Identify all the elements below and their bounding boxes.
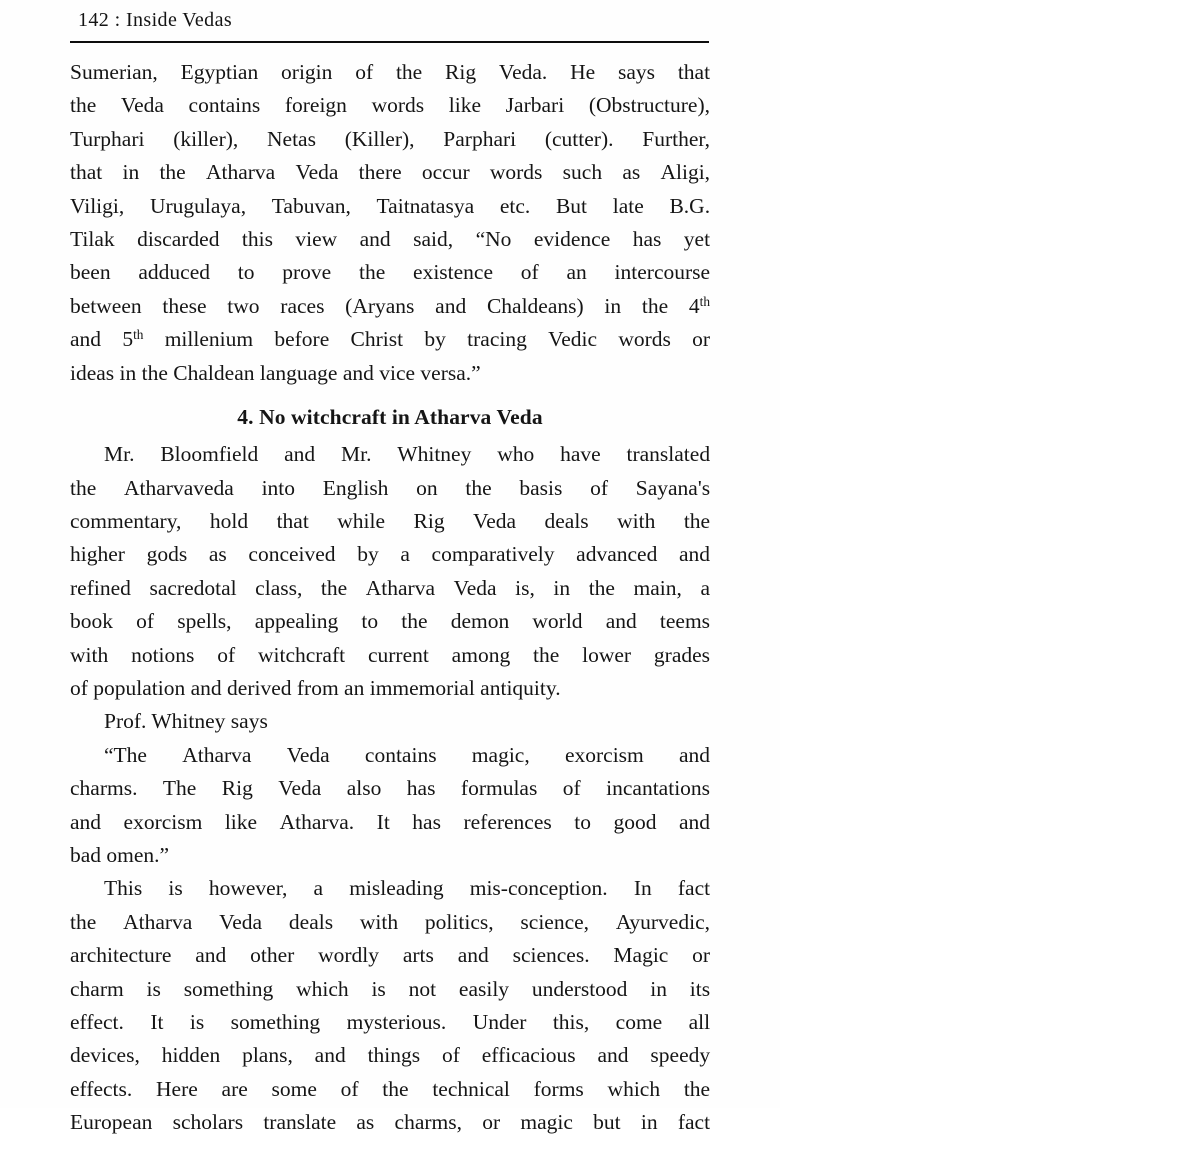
text-line: the Veda contains foreign words like Jarbari (Obstructure), (70, 93, 711, 118)
ordinal-suffix: th (133, 327, 144, 343)
text-line: with notions of witchcraft current among the lower grades (70, 642, 711, 667)
paragraph-2 (70, 438, 710, 705)
text-line: commentary, hold that while Rig Veda deals with the (70, 509, 711, 534)
text-line: Mr. Bloomfield and Mr. Whitney who have translated (104, 442, 711, 467)
text-line: ideas in the Chaldean language and vice versa.” (70, 360, 481, 385)
text-line: charms. The Rig Veda also has formulas of incantations (70, 776, 711, 801)
text-line: and exorcism like Atharva. It has references to good and (70, 809, 710, 834)
section-heading: 4. No witchcraft in Atharva Veda (237, 404, 543, 429)
text-line: This is however, a misleading mis-conception. In fact (104, 876, 711, 901)
page-content (70, 0, 710, 1140)
text-line: European scholars translate as charms, or magic but in fact (70, 1110, 711, 1135)
text-line: bad omen.” (70, 842, 170, 867)
text-line: Sumerian, Egyptian origin of the Rig Veda. He says that (70, 60, 711, 84)
text-line: refined sacredotal class, the Atharva Veda is, in the main, a (70, 575, 711, 600)
text-line: higher gods as conceived by a comparatively advanced and (70, 542, 711, 567)
text-line: book of spells, appealing to the demon world and teems (70, 609, 711, 634)
running-head: 142 : Inside Vedas (78, 9, 233, 31)
text-line: and 5th millenium before Christ by tracing Vedic words or (70, 327, 711, 352)
paragraph-5 (70, 872, 710, 1139)
text-line: Viligi, Urugulaya, Tabuvan, Taitnatasya etc. But late B.G. (70, 193, 711, 218)
text-line: between these two races (Aryans and Chaldeans) in the 4th (70, 293, 711, 318)
text-line: Turphari (killer), Netas (Killer), Parphari (cutter). Further, (70, 126, 711, 151)
text-line: devices, hidden plans, and things of efficacious and speedy (70, 1043, 711, 1068)
text-line: effect. It is something mysterious. Under this, come all (70, 1009, 711, 1034)
body-text (70, 56, 710, 1140)
text-line: the Atharvaveda into English on the basis of Sayana's (70, 475, 711, 500)
text-line: Prof. Whitney says (104, 709, 268, 734)
text-line: charm is something which is not easily understood in its (70, 976, 711, 1001)
ordinal-suffix: th (699, 293, 711, 309)
header-rule (70, 41, 709, 43)
paragraph-3 (70, 705, 710, 738)
text-line: of population and derived from an immemorial antiquity. (70, 676, 561, 701)
paragraph-4 (70, 739, 710, 873)
text-line: the Atharva Veda deals with politics, science, Ayurvedic, (70, 909, 710, 934)
paragraph-1 (70, 56, 710, 390)
text-line: effects. Here are some of the technical forms which the (70, 1076, 711, 1101)
text-line: architecture and other wordly arts and sciences. Magic or (70, 943, 711, 968)
text-line: that in the Atharva Veda there occur words such as Aligi, (70, 160, 711, 185)
text-line: been adduced to prove the existence of an intercourse (70, 260, 711, 285)
text-line: “The Atharva Veda contains magic, exorcism and (104, 742, 711, 767)
text-line: Tilak discarded this view and said, “No evidence has yet (70, 226, 711, 251)
